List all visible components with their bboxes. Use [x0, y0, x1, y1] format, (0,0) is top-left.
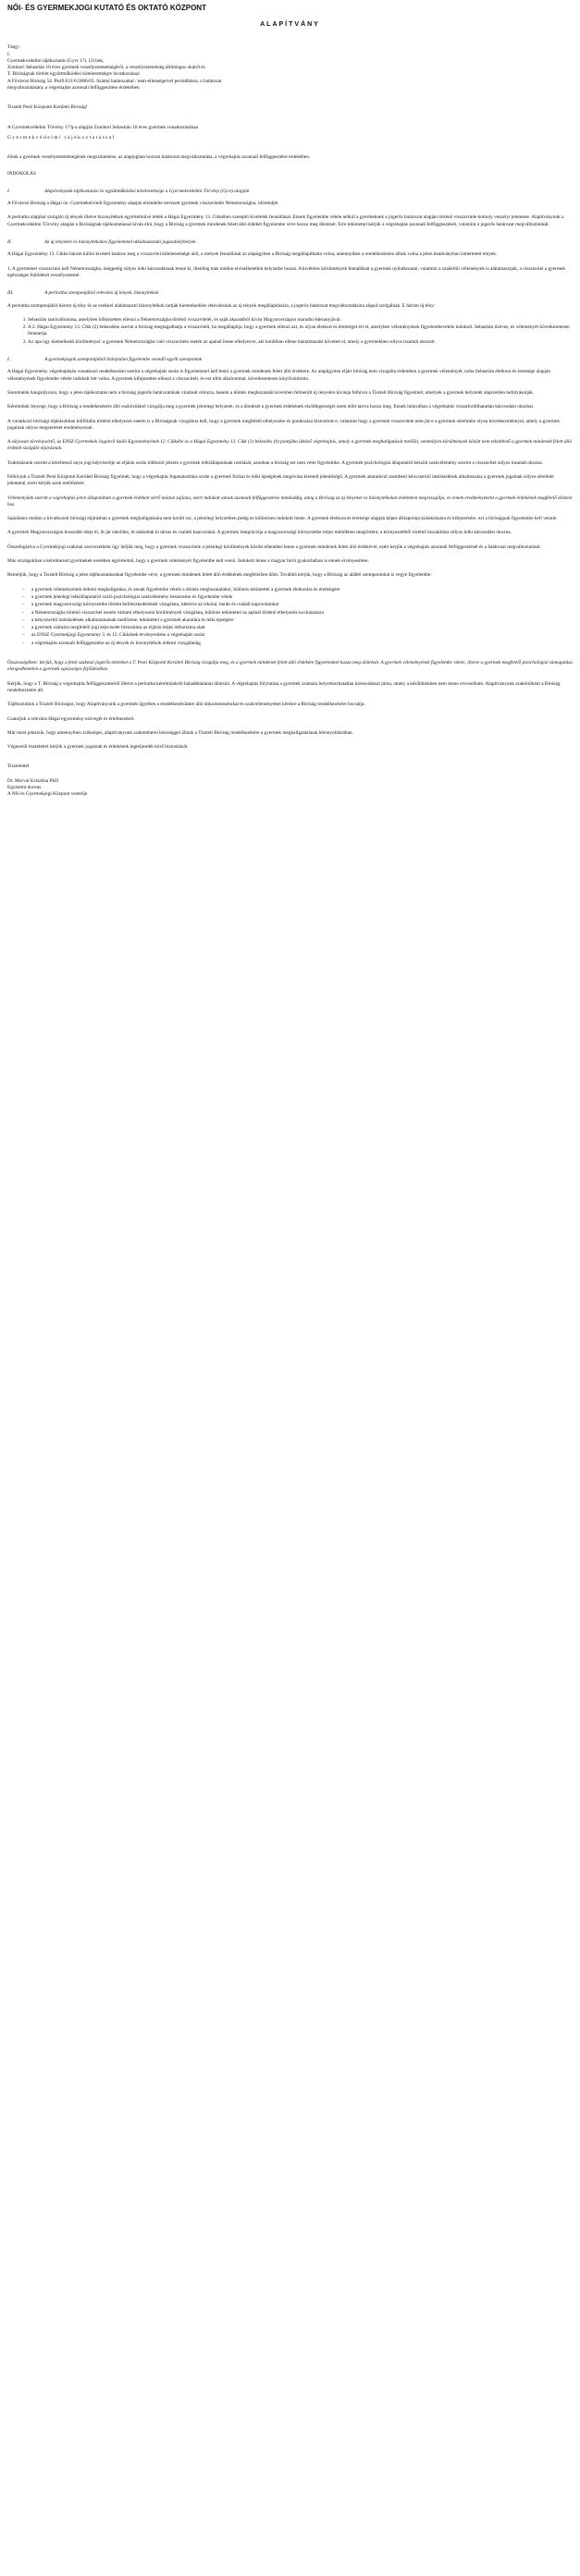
bullet-item: - a Németországba történő visszavitel esetén várható elhelyezési körülmények vizsgálata, különös tekintettel az apánál történő elhelyezés kockázataira	[31, 610, 573, 617]
paragraph: Kérelmünk lényege, hogy a Bíróság a rendelkezésére álló eszközökkel vizsgálja meg a gyermek jelenlegi helyzetét, és a döntését a gyermek érdekének elsődlegességét szem előtt tartva hozza meg. Ennek hiányában a végrehajtás visszafordíthatatlan károsodást okozhat.	[7, 404, 535, 410]
spaced-heading: Gyermekvédelmi tájékoztatással	[7, 134, 116, 140]
paragraph: Szeretnénk hangsúlyozni, hogy a jelen tájékoztatás nem a bíróság jogerős határozatának vitatását célozza, hanem a döntés meghozatalát követően felmerült új tényekre kívánja felhívni a Tisztelt Bíróság figyelmét, amelyek a gyermek helyzetét alapvetően befolyásolják.	[7, 389, 535, 396]
document-title: ALAPÍTVÁNY	[260, 21, 320, 28]
paragraph: A Hágai Egyezmény végrehajtásán vonatkozó rendelkezései szerint a végrehajtás során is figyelemmel kell lenni a gyermek mindenek felett álló érdekére. Az alapügyben eljárt bíróság nem vizsgálta érdemben a gyermek véleményét, noha Sebastián életkora és érettsége alapján véleményének figyelembe vétele indokolt lett volna. A gyermek kifejezetten ellenzi a visszavitelt, és ezt több alkalommal, következetesen kinyilvánította.	[7, 369, 550, 382]
paragraph: Sajnálatos módon a hivatkozott bírósági eljárásban a gyermek meghallgatására nem került sor, a jelenlegi helyzetben pedig ez különösen indokolt lenne. A gyermek életkora és érettsége alapján képes álláspontja kialakítására és kifejezésére, ezt a bíróságnak figyelembe kell vennie.	[7, 516, 558, 522]
signer-name: Dr. Morvai Krisztina PhD	[7, 777, 59, 784]
paragraph: Véleményünk szerint a végrehajtás jelen állapotában a gyermek érdekeit sértő módon zajlana, ezért indokolt annak azonnali felfüggesztése mindaddig, amíg a Bíróság az új tényeket és bizonyítékokat érdemben megvizsgálja, és ennek eredményeként a gyermek érdekének megfelelő döntést hoz.	[7, 494, 573, 507]
subject-line: megváltoztatására, a végrehajtás azonnali felfüggesztése érdekében	[7, 85, 140, 92]
subject-number: I.	[7, 51, 11, 57]
list-item: 1. Sebastián tanúvallomása, amelyben kifejezetten ellenzi a Németországba történő visszavitelét, és saját akaratából kíván Magyarországon maradni édesanyjával.	[28, 317, 573, 324]
paragraph: A súlyosan törvénysértő, az ENSZ Gyermekek Jogairól Szóló Egyezményének 12. Cikkébe és a Hágai Egyezmény 13. Cikk (1) bekezdés (b) pontjába ütköző végrehajtás, amely a gyermek meghallgatását mellőzi, semmilyen körülmények között nem tekinthető a gyermek mindenek felett álló érdekét szolgáló eljárásnak.	[7, 439, 573, 452]
bullet-item: - a kényszerítő intézkedések alkalmazásának mellőzése, tekintettel a gyermek akaratára és lelki épségére	[31, 617, 573, 624]
paragraph: Már most jelezzük, hogy amennyiben szükséges, alapítványunk szakemberei készséggel állnak a Tisztelt Bíróság rendelkezésére a gyermek meghallgatásának lebonyolításában.	[7, 729, 353, 736]
section-heading: I. A gyermekjogok szempontjából hiánytalan figyelembe veendő egyéb szempontok	[7, 357, 203, 363]
bullet-item: - az ENSZ Gyermekjogi Egyezmény 3. és 12. Cikkének érvényesítése a végrehajtás során	[31, 632, 573, 639]
bullet-item: - a végrehajtás azonnali felfüggesztése az új tények és bizonyítékok érdemi vizsgálatáig	[31, 641, 573, 647]
paragraph: Tudomásunk szerint a kérelmező anya jogi képviselője az eljárás során többször jelezte a gyermek lelkiállapotának romlását, azonban a bíróság ezt nem vette figyelembe. A gyermek pszichológiai állapotáról készült szakvélemény szerint a visszavitel súlyos traumát okozna.	[7, 459, 543, 466]
document-page	[0, 0, 580, 799]
summary-quote: Összességében: kérjük, hogy a fenti szakmai jogerős tételeket a T. Pesti Központi Kerületi Bíróság vizsgálja meg, és a gyermek mindenek felett álló érdekére figyelemmel hozza meg döntését. A gyermek véleményének figyelembe vétele, illetve a gyermek megfelelő pszichológiai támogatása elengedhetetlen a gyermek egészséges fejlődéséhez.	[7, 660, 573, 673]
section-heading: III. A periratba szemponjából releváns új tények, bizonyítékok	[7, 290, 159, 297]
subject-label: Tárgy:	[7, 44, 21, 51]
subject-line: T. Bíróságnak történt együttműködési kötelezettségre hivatkozással	[7, 71, 140, 78]
paragraph: 1, A gyermeket visszavinni kell Németországba, mégpedig súlyos lelki károsodásnak tenné ki, illetőleg más módon elviselhetetlen helyzetbe hozná. A kivételes körülmények fennállását a gyermek nyilatkozatai, valamint a szakértői vélemények is alátámasztják, a visszavitel a gyermek egészséges fejlődését veszélyeztetné.	[7, 265, 566, 278]
subject-line: A Fővárosi Bíróság 54. Pk49.631/6/2006/03. Számú határozattal / nem-ellenségeivel perindításra, a határozat	[7, 78, 222, 84]
closing-greeting: Tisztelettel	[7, 763, 30, 770]
intro-text-2: élünk a gyermek veszélyeztetettségének megszüntetése, az alapjogban horzott határozat megváltoztatása, a végrehajtás azonnali felfüggesztése érdekében.	[7, 154, 311, 161]
salutation: Tisztelt Pesti Központi Kerületi Bíróság!	[7, 104, 88, 111]
intro-text: A Gyermekvédelmi Törvény 17/§-a alapján Zombori Sebastián 10 éves gyermek vonatkozásában	[7, 124, 199, 130]
paragraph: Más országokban a kérelmezett gyermekek esetében egyértelmű, hogy a gyermek véleményét figyelembe kell venni. Indokolt lenne a magyar bírói gyakorlatban is ennek érvényesítése.	[7, 558, 370, 565]
paragraph: Kérjük, hogy a T. Bíróság a végrehajtás felfüggesztéséről illetve a periratba kérelmünkről haladéktalanul döntsön. A végrehajtás folytatása a gyermek számára helyrehozhatatlan károsodással járna, amely a későbbiekben nem lenne orvosolható. Alapítványunk szakértőként a Bíróság rendelkezésére áll.	[7, 680, 561, 693]
paragraph: A Fővárosi Bíróság a Hágai ún. Gyermekelviteli Egyezmény alapján elrendelte nevezett gyermek visszavitelét Németországba, időrendjét.	[7, 201, 279, 207]
paragraph: Csatoljuk a releváns Hágai egyezmény-szövegét és értelmezését.	[7, 715, 135, 722]
list-item: 2. A 2. Hágai Egyezmény 13. Cikk (2) bekezdése szerint a bíróság megtagadhatja a visszavitelt, ha megállapítja, hogy a gyermek ellenzi azt, és olyan életkort és érettséget ért el, amelyben véleményének figyelembevétele indokolt. Sebastián tízéves, és véleményét következetesen fenntartja.	[28, 324, 573, 338]
bullet-list	[7, 587, 573, 647]
paragraph: Tájékoztatjuk a Tisztelt Bíróságot, hogy Alapítványunk a gyermek ügyében a rendelkezésünkre álló dokumentumokat és szakvéleményeket kérésre a Bíróság rendelkezésére bocsátja.	[7, 702, 365, 708]
paragraph: A Hágai Egyezmény 13. Cikke három külön kivételt határoz meg a visszavitel kötelezettsége alól, a melyek fennállását az alapügyben a Bíróság megállapíthatta volna, amennyiben a rendelkezésére álltak volna a jelen beadványban ismertetett tények.	[7, 251, 498, 258]
bullet-item: - a gyermek számára megfelelő jogi képviselet biztosítása az eljárás teljes időtartama alatt	[31, 625, 573, 631]
signature-block	[7, 763, 573, 798]
paragraph: A periratba alapjául szolgáló új tények illetve bizonyítékok egyértelművé tették a Hágai Egyezmény 13. Cikkében szereplő kivételek fennállását. Ennek figyelembe vétele nélkül a gyermeknek a jogerős határozat alapján történő visszavitele komoly veszélyt jelentene. Alapítványunk a Gyermekvédelmi Törvény alapján a Bíróságnak tájékoztatással kíván élni, hogy a Bíróság a gyermek mindenek felett álló érdekét figyelembe véve hozza meg döntését. Erre tekintettel kérjük a végrehajtás azonnali felfüggesztését, valamint a jogerős határozat megváltoztatását.	[7, 214, 564, 227]
paragraph: Felhívjuk a Tisztelt Pesti Központi Kerületi Bíróság figyelmét, hogy a végrehajtás foganatosítása során a gyermek fizikai és lelki épségének megóvása kiemelt jelentőségű. A gyermek akaratával szembeni kényszerítő intézkedések alkalmazása a gyermek jogainak súlyos sérelmét jelentené, ezért kérjük azok mellőzését.	[7, 473, 554, 487]
paragraph: Összefoglalva a Gyermekjogi szakmai szervezetként úgy ítéljük meg, hogy a gyermek visszavitele a jelenlegi körülmények között ellentétes lenne a gyermek mindenek felett álló érdekével, ezért kérjük a végrehajtás azonnali felfüggesztését és a határozat megváltoztatását.	[7, 543, 542, 550]
bullet-item: - a gyermek véleményének érdemi meghallgatása, és annak figyelembe vétele a döntés meghozatalakor, különös tekintettel a gyermek életkorára és érettségére	[31, 587, 573, 593]
numbered-list	[7, 317, 573, 346]
signer-organization: A Női és Gyermekjogi Központ vezetője	[7, 791, 88, 798]
paragraph: Reméljük, hogy a Tisztelt Bíróság a jelen tájékoztatásunkat figyelembe véve, a gyermek mindenek felett álló érdekének megfelelően dönt. Továbbá kérjük, hogy a Bíróság az alábbi szempontokat is vegye figyelembe:	[7, 572, 432, 579]
bullet-item: - a gyermek magyarországi környezetbe történt beilleszkedésének vizsgálata, ideértve az iskolai, baráti és családi kapcsolatokat	[31, 602, 573, 608]
paragraph: Végezetül tisztelettel kérjük a gyermek jogainak és érdekének legteljesebb körű biztosítását.	[7, 744, 189, 751]
bullet-item: - a gyermek jelenlegi lelkiállapotáról szóló pszichológiai szakvélemény beszerzése és figyelembe vétele	[31, 594, 573, 601]
paragraph: A vonatkozó bírósági eljárásokban külföldön történő elhelyezés esetén is a Bíróságnak vizsgálnia kell, hogy a gyermek megfelelő elhelyezése és gondozása biztosított-e, valamint hogy a gyermek visszavitele nem jár-e a gyermek sérelmére olyan következménnyel, amely a gyermek jogainak súlyos megsértését eredményezné.	[7, 418, 561, 431]
section-heading: I. Alapítványunk tájékoztatási és együttműködési kötelezettsége a Gyermekvédelmi Törvény (Gyvt) alapján	[7, 188, 250, 194]
subject-line: Gyermekvédelmi tájékoztatás (Gyvt 17). (3) bek,	[7, 57, 105, 64]
subject-line: Zombori Sebastián 10 éves gyermek veszélyeztetettségéről, a veszélyeztetettség állítólagos okáról és	[7, 65, 205, 71]
paragraph: A gyermek Magyarországon hosszabb ideje él, itt jár iskolába, itt alakultak ki társas és családi kapcsolatai. A gyermek integrációja a magyarországi környezetbe teljes mértékben megtörtént, a környezetéből történő kiszakítása súlyos lelki károsodást okozna.	[7, 530, 512, 536]
reasoning-heading: INDOKOLÁS	[7, 170, 36, 177]
list-item: 3. Az apa ügy kiemelkedő körülményei: a gyermek Németországba való visszavitele esetén az apánál lenne elhelyezve, aki korábban ellene bántalmazást követett el, amely a gyermekben súlyos traumát okozott.	[28, 339, 573, 346]
paragraph: A periratba szemponjából három új tény és az ezekkel alátámasztó bizonyítékok tartják kiemelkedően relevánsnak az új tények megállapítására, a jogerős határozat megváltoztatására alapul szolgálnak. E három új tény:	[7, 302, 436, 309]
organization-title: NŐI- ÉS GYERMEKJOGI KUTATÓ ÉS OKTATÓ KÖZPONT	[7, 4, 206, 12]
section-heading: II. Az új tényekre és bizonyítékokra figyelemmel alkalmazandó jogszabályhelyek	[7, 239, 196, 246]
signer-title: Egyetemi docens	[7, 785, 42, 790]
subject-block	[7, 44, 573, 92]
